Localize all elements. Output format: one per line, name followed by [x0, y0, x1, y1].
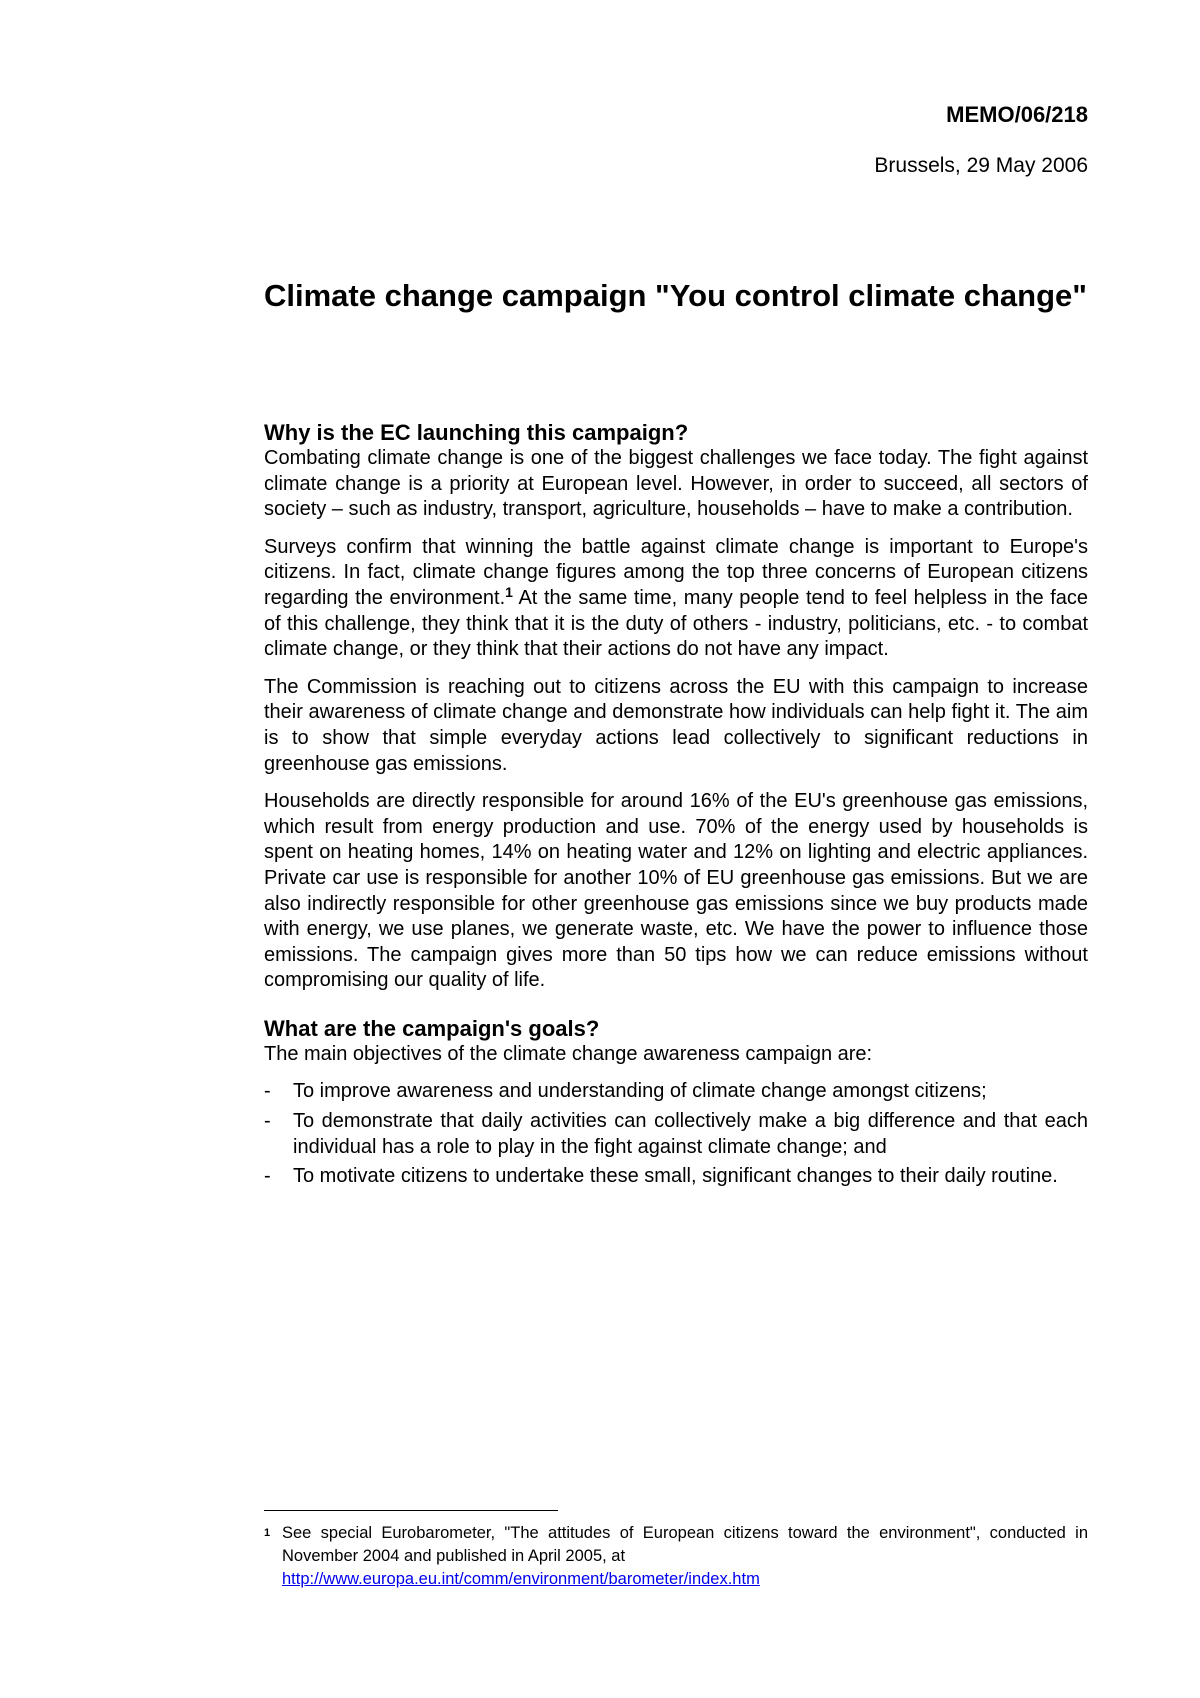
footnote-text-block	[264, 1522, 1088, 1591]
footnote-reference[interactable]: 1	[505, 583, 513, 600]
footnote-separator	[264, 1510, 558, 1511]
paragraph-text: Surveys confirm that winning the battle against climate change is important to Europe's citizens. In fact, climate change figures among the top three concerns of European citizens regarding the environment.	[264, 535, 1088, 609]
footnote	[264, 1522, 1088, 1591]
list-item-text: To motivate citizens to undertake these small, significant changes to their daily routine.	[293, 1165, 1058, 1188]
bullet-dash: -	[264, 1110, 271, 1133]
paragraph-intro: The main objectives of the climate change awareness campaign are:	[264, 1042, 873, 1065]
bullet-dash: -	[264, 1080, 271, 1103]
document-body	[264, 420, 1088, 1194]
paragraph: Households are directly responsible for around 16% of the EU's greenhouse gas emissions, which result from energy production and use. 70% of the energy used by households is spent on heating homes, 14% on heating water and 12% on lighting and electric appliances. Private car use is responsible for another 10% of EU greenhouse gas emissions. But we are also indirectly responsible for other greenhouse gas emissions since we buy products made with energy, we use planes, we generate waste, etc. We have the power to influence those emissions. The campaign gives more than 50 tips how we can reduce emissions without compromising our quality of life.	[264, 790, 1088, 992]
footnote-text: See special Eurobarometer, "The attitudes of European citizens toward the environment", conducted in November 2004 and published in April 2005, at	[282, 1524, 1088, 1565]
section-heading-goals: What are the campaign's goals?	[264, 1015, 600, 1041]
paragraph: Combating climate change is one of the biggest challenges we face today. The fight against climate change is a priority at European level. However, in order to succeed, all sectors of society – such as industry, transport, agriculture, households – have to make a contribution.	[264, 447, 1088, 521]
memo-date: Brussels, 29 May 2006	[874, 154, 1088, 177]
bullet-dash: -	[264, 1165, 271, 1188]
list-item	[264, 1164, 1088, 1190]
page-title: Climate change campaign "You control climate change"	[264, 278, 1087, 313]
paragraph: The Commission is reaching out to citizens across the EU with this campaign to increase their awareness of climate change and demonstrate how individuals can help fight it. The aim is to show that simple everyday actions lead collectively to significant reductions in greenhouse gas emissions.	[264, 675, 1088, 775]
paragraph-text-continued: At the same time, many people tend to feel helpless in the face of this challenge, they think that it is the duty of others - industry, politicians, etc. - to combat climate change, or they think that their actions do not have any impact.	[264, 586, 1088, 661]
list-item-text: To demonstrate that daily activities can collectively make a big difference and that each individual has a role to play in the fight against climate change; and	[293, 1110, 1088, 1158]
paragraph-with-footnote	[264, 535, 1088, 663]
footnote-number: 1	[264, 1527, 271, 1539]
section-heading-why: Why is the EC launching this campaign?	[264, 420, 689, 445]
list-item	[264, 1079, 1088, 1105]
list-item-text: To improve awareness and understanding of climate change amongst citizens;	[293, 1080, 987, 1103]
goals-list	[264, 1079, 1088, 1189]
memo-reference: MEMO/06/218	[946, 102, 1088, 127]
footnote-link[interactable]: http://www.europa.eu.int/comm/environment/barometer/index.htm	[282, 1570, 760, 1588]
list-item	[264, 1109, 1088, 1160]
